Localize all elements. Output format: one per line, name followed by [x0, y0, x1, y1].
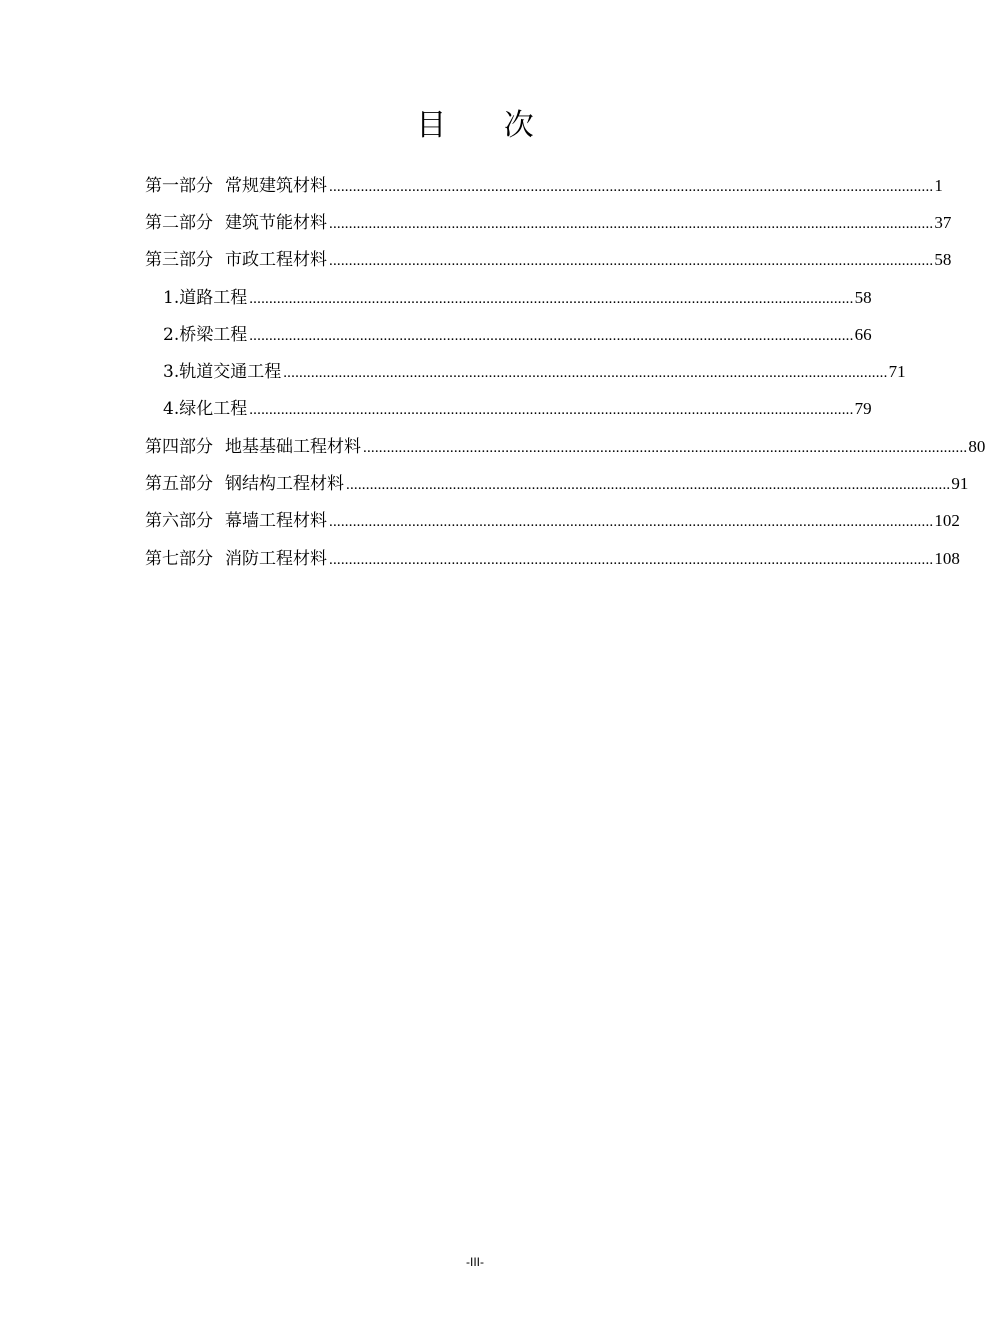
- toc-entry-title: 幕墙工程材料: [225, 511, 327, 531]
- toc-dot-leader: .........................................................................................................................................................: [363, 440, 968, 456]
- toc-entry-label: [145, 173, 327, 199]
- toc-dot-leader: .........................................................................................................................................................: [249, 291, 854, 307]
- toc-subentry[interactable]: [163, 285, 872, 311]
- toc-entry-title: 消防工程材料: [225, 549, 327, 569]
- toc-dot-leader: .........................................................................................................................................................: [329, 552, 934, 568]
- toc-entry-part: 第三部分: [145, 250, 213, 270]
- toc-entry[interactable]: [145, 508, 960, 534]
- toc-entry[interactable]: [145, 546, 960, 572]
- toc-entry-title: 1.道路工程: [163, 288, 248, 308]
- toc-entry-part: 第五部分: [145, 474, 213, 494]
- toc-entry-page: 102: [934, 511, 960, 530]
- page-title: 目 次: [416, 108, 558, 143]
- toc-entry[interactable]: [145, 434, 985, 460]
- toc-entry-label: [145, 546, 327, 572]
- toc-entry-page: 71: [888, 362, 906, 381]
- toc-entry-title: 市政工程材料: [225, 250, 327, 270]
- toc-dot-leader: .........................................................................................................................................................: [249, 328, 854, 344]
- toc-entry-label: [145, 434, 361, 460]
- toc-entry-page: 79: [854, 399, 872, 418]
- toc-entry-title: 3.轨道交通工程: [163, 362, 282, 382]
- toc-entry-title: 建筑节能材料: [225, 213, 327, 233]
- toc-dot-leader: .........................................................................................................................................................: [346, 477, 951, 493]
- toc-dot-leader: .........................................................................................................................................................: [329, 253, 934, 269]
- page-number: -III-: [466, 1255, 484, 1269]
- toc-entry-page: 80: [968, 437, 985, 456]
- toc-dot-leader: .........................................................................................................................................................: [329, 514, 934, 530]
- toc-entry-title: 常规建筑材料: [225, 176, 327, 196]
- toc-subentry[interactable]: [163, 322, 872, 348]
- toc-subentry[interactable]: [163, 359, 906, 385]
- toc-entry-page: 37: [934, 213, 952, 232]
- toc-entry-page: 1: [934, 176, 943, 195]
- toc-entry-title: 地基基础工程材料: [225, 437, 361, 457]
- toc-entry-page: 108: [934, 549, 960, 568]
- toc-entry-page: 58: [854, 288, 872, 307]
- toc-dot-leader: .........................................................................................................................................................: [329, 179, 934, 195]
- toc-entry-part: 第七部分: [145, 549, 213, 569]
- toc-entry[interactable]: [145, 247, 952, 273]
- toc-dot-leader: .........................................................................................................................................................: [329, 216, 934, 232]
- toc-entry-part: 第四部分: [145, 437, 213, 457]
- toc-entry-title: 2.桥梁工程: [163, 325, 248, 345]
- toc-entry-label: [145, 508, 327, 534]
- toc-entry-page: 91: [951, 474, 969, 493]
- toc-entry-page: 66: [854, 325, 872, 344]
- toc-entry-label: [145, 247, 327, 273]
- toc-entry-part: 第六部分: [145, 511, 213, 531]
- toc-entry-title: 4.绿化工程: [163, 399, 248, 419]
- toc-entry-label: [145, 471, 344, 497]
- toc-dot-leader: .........................................................................................................................................................: [283, 365, 888, 381]
- toc-entry[interactable]: [145, 210, 952, 236]
- toc-entry[interactable]: [145, 471, 969, 497]
- toc-entry-label: [145, 210, 327, 236]
- toc-dot-leader: .........................................................................................................................................................: [249, 402, 854, 418]
- toc-entry-part: 第二部分: [145, 213, 213, 233]
- toc-entry[interactable]: [145, 173, 943, 199]
- toc-subentry[interactable]: [163, 396, 872, 422]
- toc-entry-title: 钢结构工程材料: [225, 474, 344, 494]
- toc-entry-page: 58: [934, 250, 952, 269]
- toc-entry-part: 第一部分: [145, 176, 213, 196]
